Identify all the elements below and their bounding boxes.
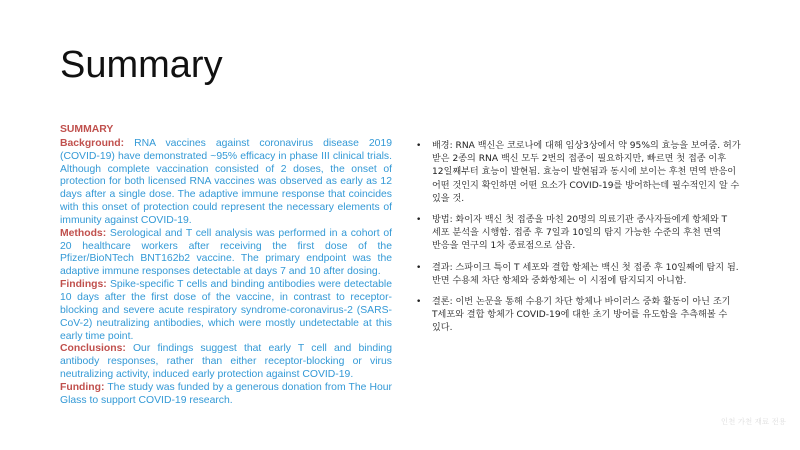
abstract-background [60, 138, 392, 228]
abstract-findings [60, 279, 392, 343]
abstract-funding [60, 382, 392, 408]
list-item [412, 296, 742, 336]
section-label: Findings: [60, 279, 107, 291]
abstract-methods [60, 228, 392, 279]
list-item [412, 140, 742, 206]
bullet-icon: • [416, 262, 422, 273]
section-text: The study was funded by a generous donation from The Hour Glass to support COVID-19 research. [60, 381, 392, 406]
bullet-icon: • [416, 141, 422, 151]
section-label: Background: [60, 137, 125, 149]
section-label: Conclusions: [60, 343, 126, 355]
list-item-text: 방법: 화이자 백신 첫 접종을 마친 20명의 의료기관 종사자들에게 항체와 T 세포 분석을 시행함. 접종 후 7일과 10일의 탐지 가능한 수준의 후천 면역 반응을 연구의 1차 종료점으로 삼음. [432, 215, 728, 252]
section-text: Our findings suggest that early T cell and binding antibody responses, rather than either receptor-blocking or virus neutralizing activity, induced early protection against COVID-19. [60, 343, 392, 381]
korean-summary-list [412, 140, 742, 344]
abstract-block [60, 124, 392, 408]
section-text: RNA vaccines against coronavirus disease 2019 (COVID-19) have demonstrated ~95% efficacy in phase III clinical trials. Although complete vaccination consisted of 2 doses, the onset of protection for both licensed RNA vaccines was observed as early as 12 days after a single dose. The adaptive immune response that coincides with this onset of protection could represent the necessary elements of immunity against COVID-19. [60, 137, 392, 226]
list-item [412, 214, 742, 254]
abstract-heading: SUMMARY [60, 124, 114, 135]
list-item [412, 262, 742, 288]
list-item-text: 결론: 이번 논문을 통해 수용기 차단 항체나 바이러스 중화 활동이 아닌 조기 T세포와 결합 항체가 COVID-19에 대한 초기 방어를 유도함을 추측해볼 수 있다. [432, 297, 731, 334]
abstract-conclusions [60, 343, 392, 382]
bullet-icon: • [416, 215, 422, 226]
bullet-icon: • [416, 297, 422, 308]
list-item-text: 배경: RNA 백신은 코로나에 대해 임상3상에서 약 95%의 효능을 보여줌. 허가 받은 2종의 RNA 백신 모두 2번의 접종이 필요하지만, 빠르면 첫 접종 이후 12일째부터 효능이 발현됨. 효능이 발현됨과 동시에 보이는 후천 면역 반응이 어떤 것인지 확인하면 어떤 요소가 COVID-19를 방어하는데 필수적인지 알 수 있을 것. [432, 141, 741, 204]
list-item-text: 결과: 스파이크 특이 T 세포와 결합 항체는 백신 첫 접종 후 10일째에 탐지 됨. 반면 수용체 차단 항체와 중화항체는 이 시점에 탐지되지 아니함. [432, 262, 739, 286]
section-label: Methods: [60, 227, 107, 239]
watermark: 인천 가천 재료 전용 [720, 417, 786, 426]
section-text: Spike-specific T cells and binding antibodies were detectable 10 days after the first dose of the vaccine, in contrast to receptor-blocking and severe acute respiratory syndrome-coronavirus-2 (SARS-CoV-2) neutralizing antibodies, which were mostly undetectable at this early time point. [60, 279, 392, 342]
section-label: Funding: [60, 381, 105, 393]
section-text: Serological and T cell analysis was performed in a cohort of 20 healthcare workers after receiving the first dose of the Pfizer/BioNTech BNT162b2 vaccine. The primary endpoint was the adaptive immune responses detectable at days 7 and 10 after dosing. [60, 227, 392, 278]
slide-title: Summary [60, 44, 223, 86]
